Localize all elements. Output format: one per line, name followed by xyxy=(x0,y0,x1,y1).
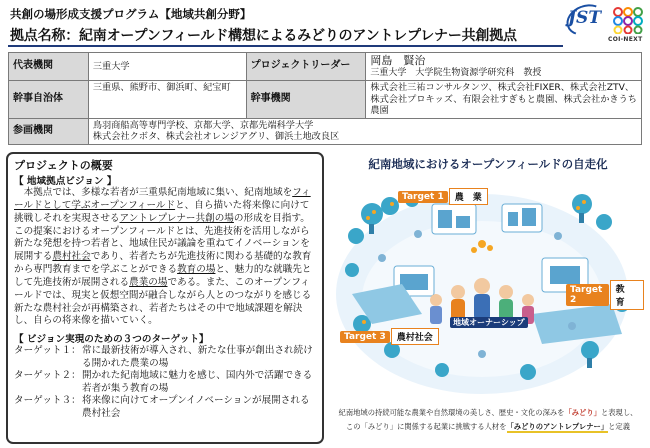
leader-cell xyxy=(366,53,642,81)
caption-1-a: 紀南地域の持続可能な農業や自然環境の美しさ、歴史・文化の深みを xyxy=(338,408,565,417)
vision-text-5: と、魅力的な就職先として先進技術が展開される xyxy=(14,264,312,288)
targets-heading: 【 ビジョン実現のための３つのターゲット】 xyxy=(14,334,209,346)
caption-1-b: と表現し、 xyxy=(600,408,638,417)
target-text: 開かれた紀南地域に魅力を感じ、国内外で活躍できる若者が集う教育の場 xyxy=(82,370,313,394)
target-1-tag xyxy=(398,188,488,205)
vision-text-3: の形成を目指す。この提案におけるオープンフィールドとは、先進技術を活用しながら新たな発想を持つ若者と、地域住民が議論を重ねてイノベーションを展開する xyxy=(14,212,310,263)
target-1-label: Target 1 xyxy=(398,191,448,203)
target-2-tag xyxy=(566,280,644,310)
caption-2-a: この「みどり」に関係する起業に挑戦する人材を xyxy=(346,422,507,431)
leader-affiliation: 三重大学 大学院生物資源学研究科 教授 xyxy=(370,67,542,78)
title-rule xyxy=(8,45,563,47)
participants-label: 参画機関 xyxy=(9,118,89,144)
target-item xyxy=(14,370,316,395)
vision-text-4: であり、若者たちが先進技術に関わる基礎的な教育から専門教育までを学ぶことができる xyxy=(14,251,312,276)
illustration-panel xyxy=(332,152,644,444)
vision-text-6: である。また、このオープンフィールドでは、現実と仮想空間が融合しながら人とのつながりを感じる新たな農村社会が再構築され、若者たちはその中で地域課題を解決し、自らの将来像を描いていく。 xyxy=(14,276,312,327)
target-label: ターゲット２： xyxy=(14,370,81,382)
target-label: ターゲット１： xyxy=(14,345,81,357)
vision-heading: 【 地域拠点ビジョン 】 xyxy=(14,176,117,187)
center-label: 地域オーナーシップ xyxy=(450,317,528,328)
participants-cell xyxy=(88,118,641,144)
caption-2-highlight: 「みどりのアントレプレナー」 xyxy=(506,422,609,431)
program-name: 共創の場形成支援プログラム【地域共創分野】 xyxy=(10,7,252,21)
rep-org-value: 三重大学 xyxy=(88,53,246,81)
lead-gov-value: 三重県、熊野市、御浜町、紀宝町 xyxy=(88,81,246,119)
lead-gov-label: 幹事自治体 xyxy=(9,81,89,119)
vision-agriculture-place: 農業の場 xyxy=(129,276,168,288)
hub-title: 拠点名称：紀南オープンフィールド構想によるみどりのアントレプレナー共創拠点 xyxy=(10,28,517,44)
target-item xyxy=(14,395,316,420)
project-overview-panel xyxy=(6,152,324,444)
target-text: 将来像に向けてオープンイノベーションが展開される農村社会 xyxy=(82,395,310,419)
caption-1-highlight: 「みどり」 xyxy=(564,408,601,417)
vision-education-place: 教育の場 xyxy=(177,264,216,276)
leader-label: プロジェクトリーダー xyxy=(246,53,366,81)
jst-logo: JST xyxy=(568,8,601,28)
caption-line-2 xyxy=(334,422,642,432)
vision-text xyxy=(14,187,316,328)
target-2-value: 教 育 xyxy=(610,280,644,310)
target-item xyxy=(14,345,316,370)
target-3-label: Target 3 xyxy=(340,331,390,343)
target-3-tag xyxy=(340,328,439,345)
caption-line-1 xyxy=(334,408,642,418)
overview-heading: プロジェクトの概要 xyxy=(14,159,113,172)
illustration-title: 紀南地域におけるオープンフィールドの自走化 xyxy=(368,157,608,171)
target-2-label: Target 2 xyxy=(566,284,609,306)
target-label: ターゲット３： xyxy=(14,395,81,407)
target-text: 常に最新技術が導入され、新たな仕事が創出され続ける開かれた農業の場 xyxy=(82,345,313,369)
rep-org-label: 代表機関 xyxy=(9,53,89,81)
vision-rural-society: 農村社会 xyxy=(52,251,91,263)
vision-text-1: 本拠点では、多様な若者が三重県紀南地域に集い、紀南地域を xyxy=(23,187,293,198)
participants-line-2: 株式会社クボタ、株式会社オレンジアグリ、御浜土地改良区 xyxy=(92,131,340,142)
vision-entrepreneur-place: アントレプレナー共創の場 xyxy=(119,212,234,224)
leader-name: 岡島 賢治 xyxy=(370,54,426,67)
coi-next-logo-icon xyxy=(612,6,644,34)
participants-line-1: 鳥羽商船高等専門学校、京都大学、京都先端科学大学 xyxy=(92,119,314,131)
vision-open-field: フィールドとして学ぶオープンフィールド xyxy=(14,187,311,211)
logos xyxy=(568,4,646,48)
lead-org-label: 幹事機関 xyxy=(246,81,366,119)
info-table xyxy=(8,52,642,145)
target-1-value: 農 業 xyxy=(449,188,488,205)
vision-text-2: と、自ら描いた将来像に向けて挑戦しそれを実現させる xyxy=(14,199,310,224)
caption-2-b: と定義 xyxy=(608,422,630,431)
target-3-value: 農村社会 xyxy=(391,328,439,345)
coi-next-label: COI-NEXT xyxy=(608,36,643,43)
lead-org-value: 株式会社三祐コンサルタンツ、株式会社FIXER、株式会社ZTV、株式会社プロキッズ、有限会社すぎもと農園、株式会社かきうち農園 xyxy=(366,81,642,119)
